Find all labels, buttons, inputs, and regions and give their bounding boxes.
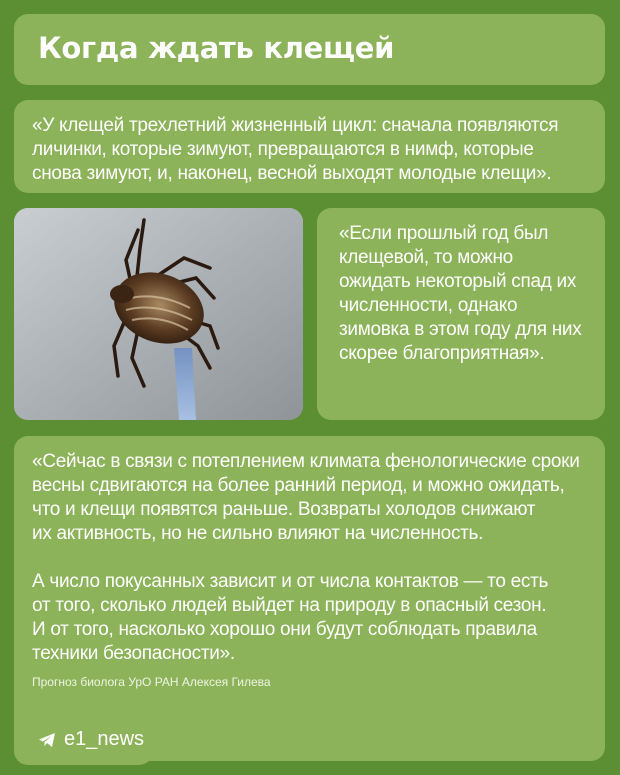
quote-line: А число покусанных зависит и от числа контактов — то есть: [32, 571, 549, 592]
quote-line: зимовка в этом году для них: [339, 319, 582, 340]
quote-line: «У клещей трехлетний жизненный цикл: сначала появляются: [32, 115, 559, 136]
quote-card-forecast: [317, 208, 605, 420]
quote-paragraph: [32, 570, 587, 666]
title-card: [14, 14, 605, 85]
quote-line: от того, сколько людей выйдет на природу в опасный сезон.: [32, 595, 547, 616]
brand-name: e1_news: [64, 728, 145, 750]
tick-image: [14, 208, 303, 420]
quote-line: «Если прошлый год был: [339, 223, 549, 244]
quote-line: «Сейчас в связи с потеплением климата фенологические сроки: [32, 451, 580, 472]
quote-line: личинки, которые зимуют, превращаются в нимф, которые: [32, 139, 534, 160]
quote-line: снова зимуют, и, наконец, весной выходят молодые клещи».: [32, 163, 552, 184]
quote-card-climate: [14, 436, 605, 761]
quote-line: весны сдвигаются на более ранний период, и можно ожидать,: [32, 475, 565, 496]
quote-line: техники безопасности».: [32, 643, 235, 664]
quote-line: клещевой, то можно: [339, 247, 513, 268]
quote-line: И от того, насколько хорошо они будут соблюдать правила: [32, 619, 537, 640]
brand-link[interactable]: [38, 728, 144, 751]
quote-line: скорее благоприятная».: [339, 343, 545, 364]
source-caption: Прогноз биолога УрО РАН Алексея Гилева: [32, 675, 271, 689]
quote-card-life-cycle: [14, 100, 605, 193]
quote-line: ожидать некоторый спад их: [339, 271, 577, 292]
tick-photo: [14, 208, 303, 420]
quote-line: что и клещи появятся раньше. Возвраты холодов снижают: [32, 499, 536, 520]
quote-line: численности, однако: [339, 295, 518, 316]
telegram-icon: [38, 732, 56, 748]
quote-line: их активность, но не сильно влияют на численность.: [32, 523, 484, 544]
page-title: Когда ждать клещей: [38, 31, 395, 65]
quote-paragraph: [32, 450, 587, 546]
